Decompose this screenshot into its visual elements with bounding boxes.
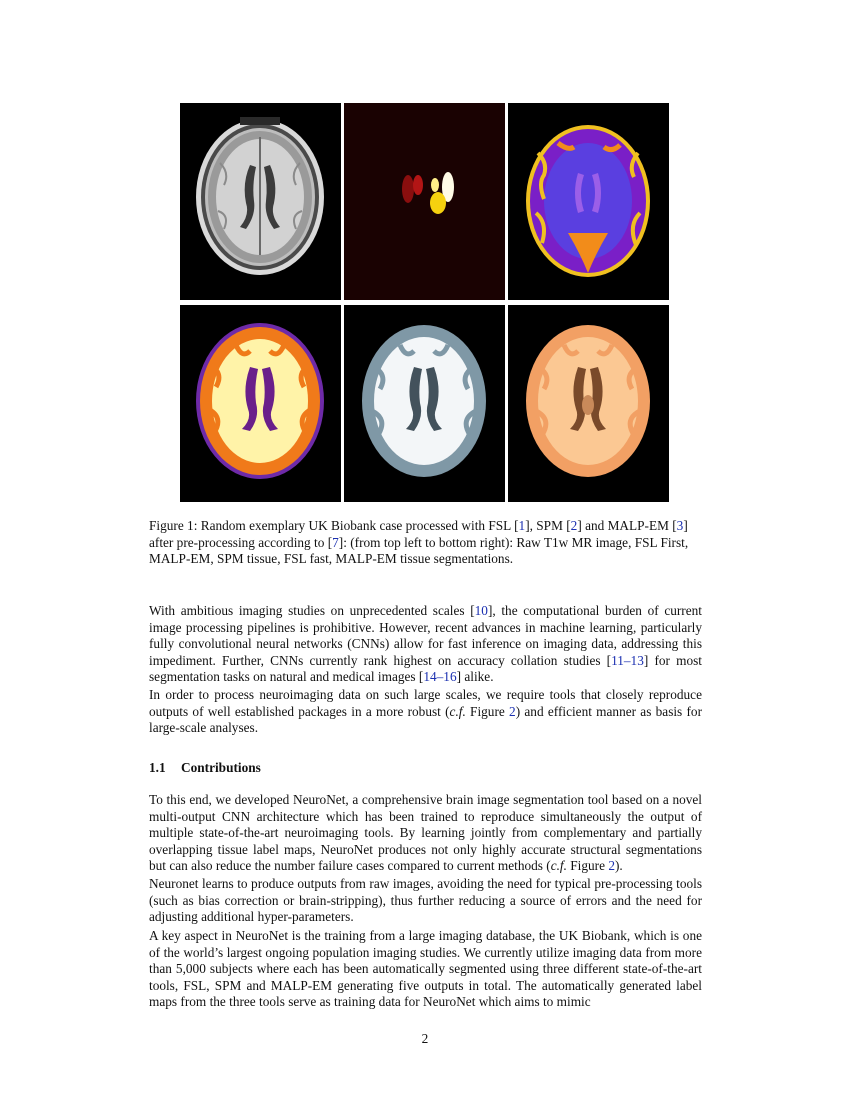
malp-em-tissue-segmentation: [508, 305, 669, 502]
raw-t1w-mri-image: [180, 103, 341, 300]
paragraph-text: With ambitious imaging studies on unprecedented scales [: [149, 603, 475, 618]
citation-link[interactable]: 1: [518, 518, 526, 533]
citation-link[interactable]: 14–16: [423, 669, 457, 684]
paragraph-intro: [149, 603, 702, 686]
citation-link[interactable]: 2: [570, 518, 578, 533]
paragraph-text: ).: [614, 858, 623, 873]
citation-link[interactable]: 10: [474, 603, 488, 618]
spm-tissue-segmentation: [180, 305, 341, 502]
section-heading: [149, 760, 261, 776]
section-title: Contributions: [181, 760, 261, 775]
paragraph-uk-biobank: A key aspect in NeuroNet is the training from a large imaging database, the UK Biobank, which is one of the world’s largest ongoing population imaging studies. We currently utilize imaging data from more than 5,000 subjects where each has been automatically segmented using three different state-of-the-art tools, FSL, SPM and MALP-EM generating five outputs in total. The automatically generated label maps from the three tools serve as training data for NeuroNet which aims to mimic: [149, 928, 702, 1009]
figure-link[interactable]: 2: [608, 858, 615, 873]
caption-text: ] and MALP-EM [: [577, 518, 677, 533]
fsl-first-segmentation: [344, 103, 505, 300]
paragraph-text: ], the computational burden of current image processing pipelines is prohibitive. However, recent advances in machine learning, particularly fully convolutional neural networks (CNNs) allow for fast inference on imaging data, addressing this impediment. Further, CNNs currently rank highest on accuracy collation studies [: [149, 603, 702, 668]
paragraph-text: To this end, we developed NeuroNet, a comprehensive brain image segmentation tool based on a novel multi-output CNN architecture which has been trained to reproduce simultaneously the output of multiple state-of-the-art neuroimaging tools. By learning jointly from complementary and partially overlapping tissue label maps, NeuroNet produces not only highly accurate structural segmentations but can also reduce the number failure cases compared to current methods (: [149, 792, 702, 873]
citation-link[interactable]: 3: [676, 518, 684, 533]
caption-text: ], SPM [: [525, 518, 571, 533]
paragraph-text: ] alike.: [456, 669, 494, 684]
panel-fsl-first: [344, 103, 505, 300]
cf-abbrev: c.f.: [550, 858, 567, 873]
panel-spm-tissue: [180, 305, 341, 502]
paragraph-text: ] for most segmentation tasks on natural and medical images [: [149, 652, 702, 684]
citation-link[interactable]: 11–13: [611, 652, 644, 668]
panel-raw-t1w-mri: [180, 103, 341, 300]
panel-fsl-fast: [344, 305, 505, 502]
paragraph-text: Figure: [465, 703, 510, 719]
cf-abbrev: c.f.: [449, 703, 466, 719]
figure-1: [180, 103, 669, 504]
malp-em-segmentation: [508, 103, 669, 300]
paragraph-motivation: [149, 687, 702, 737]
paragraph-text: Figure: [566, 858, 609, 873]
paragraph-raw-images: Neuronet learns to produce outputs from raw images, avoiding the need for typical pre-processing tools (such as bias correction or brain-stripping), thus further reducing a source of errors and the need for adjusting additional hyper-parameters.: [149, 876, 702, 924]
caption-text: Figure 1: Random exemplary UK Biobank case processed with FSL [: [149, 518, 519, 533]
caption-text: ]: (from top left to bottom right): Raw T1w MR image, FSL First, MALP-EM, SPM tissue, FSL fast, MALP-EM tissue segmentations.: [149, 534, 689, 566]
fsl-fast-segmentation: [344, 305, 505, 502]
panel-malp-em: [508, 103, 669, 300]
page-number: 2: [421, 1031, 429, 1046]
panel-malp-em-tissue: [508, 305, 669, 502]
section-number: 1.1: [149, 760, 166, 775]
paragraph-text: In order to process neuroimaging data on such large scales, we require tools that closely reproduce outputs of well established packages in a more robust (: [149, 687, 702, 719]
figure-caption: [149, 518, 702, 568]
citation-link[interactable]: 7: [332, 534, 339, 550]
caption-text: ] after pre-processing according to [: [149, 518, 688, 550]
paragraph-text: ) and efficient manner as basis for large-scale analyses.: [149, 703, 703, 735]
figure-link[interactable]: 2: [509, 703, 516, 719]
paragraph-contributions: [149, 792, 702, 875]
